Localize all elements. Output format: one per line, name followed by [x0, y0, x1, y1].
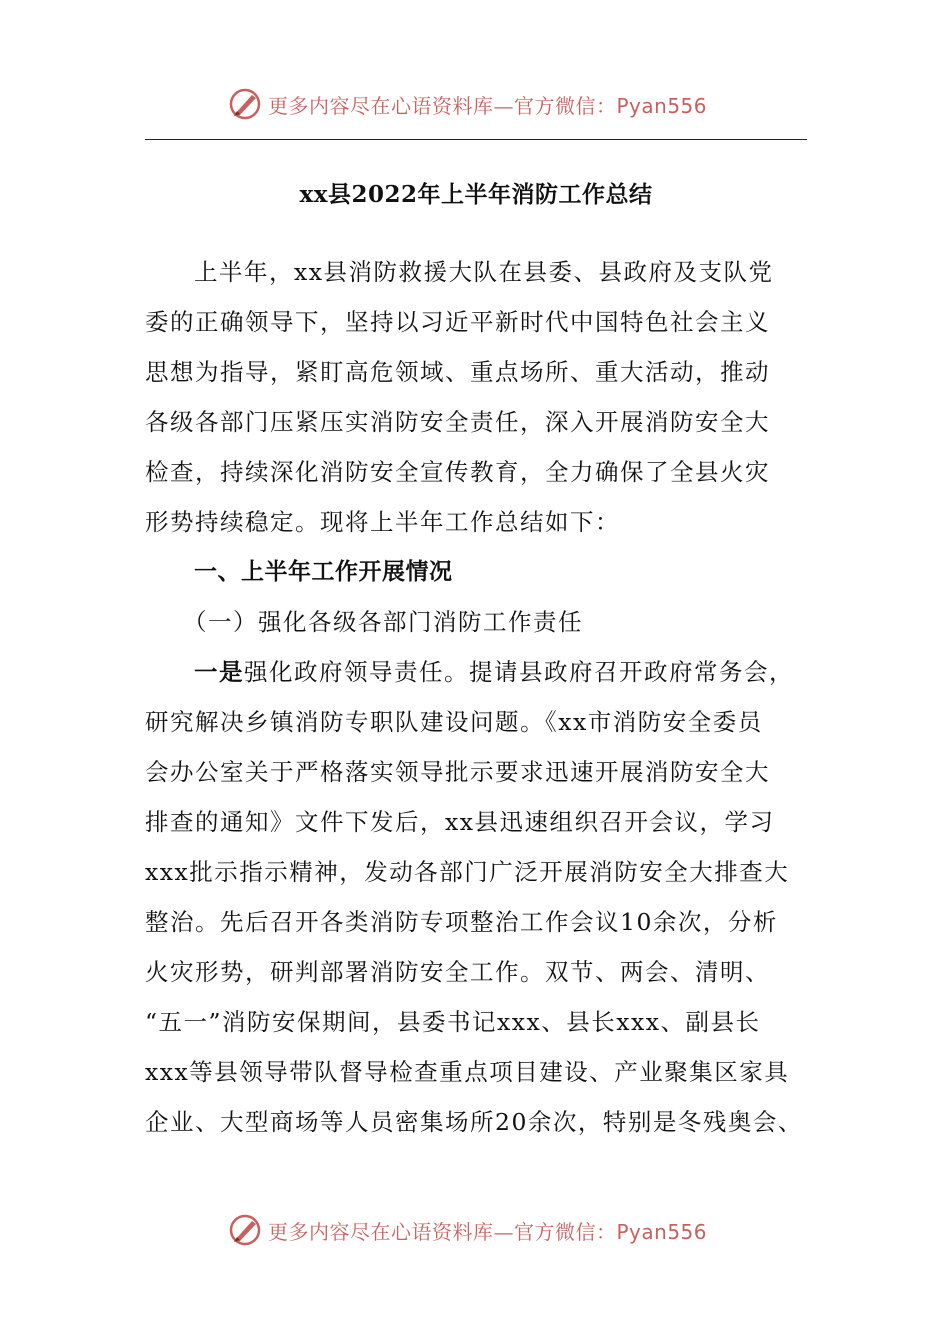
paragraph-line: xxx等县领导带队督导检查重点项目建设、产业聚集区家具 — [145, 1058, 790, 1086]
watermark-text — [268, 90, 707, 119]
watermark-text — [268, 1216, 707, 1245]
intro-line: 检查，持续深化消防安全宣传教育，全力确保了全县火灾 — [145, 458, 770, 486]
pen-circle-logo-icon — [228, 87, 262, 121]
intro-line: 委的正确领导下，坚持以习近平新时代中国特色社会主义 — [145, 308, 770, 336]
section-heading-1: 一、上半年工作开展情况 — [194, 559, 453, 585]
footer-watermark — [228, 1210, 748, 1250]
pen-circle-logo-icon — [228, 1213, 262, 1247]
paragraph-first-rest: 强化政府领导责任。提请县政府召开政府常务会， — [244, 658, 794, 686]
watermark-wechat-id: Pyan556 — [616, 1219, 708, 1244]
paragraph-line: 会办公室关于严格落实领导批示要求迅速开展消防安全大 — [145, 758, 770, 786]
paragraph-line: xxx批示指示精神，发动各部门广泛开展消防安全大排查大 — [145, 858, 790, 886]
header-rule — [145, 139, 807, 140]
header-watermark — [228, 84, 748, 124]
intro-line: 各级各部门压紧压实消防安全责任，深入开展消防安全大 — [145, 408, 770, 436]
paragraph-lead: 一是 — [194, 658, 244, 686]
watermark-wechat-id: Pyan556 — [616, 93, 708, 118]
intro-line: 思想为指导，紧盯高危领域、重点场所、重大活动，推动 — [145, 358, 770, 386]
paragraph-line: 排查的通知》文件下发后，xx县迅速组织召开会议，学习 — [145, 808, 775, 836]
paragraph-first-line — [145, 650, 807, 700]
paragraph-line: 火灾形势，研判部署消防安全工作。双节、两会、清明、 — [145, 958, 770, 986]
paragraph-line: 研究解决乡镇消防专职队建设问题。《xx市消防安全委员 — [145, 708, 763, 736]
intro-line: 上半年，xx县消防救援大队在县委、县政府及支队党 — [194, 258, 774, 286]
paragraph-line: “五一”消防安保期间，县委书记xxx、县长xxx、副县长 — [145, 1008, 761, 1036]
paragraph-line: 整治。先后召开各类消防专项整治工作会议10余次，分析 — [145, 908, 778, 936]
intro-line: 形势持续稳定。现将上半年工作总结如下： — [145, 508, 620, 536]
watermark-label: 更多内容尽在心语资料库—官方微信： — [268, 93, 617, 118]
watermark-label: 更多内容尽在心语资料库—官方微信： — [268, 1219, 617, 1244]
document-title: xx县2022年上半年消防工作总结 — [299, 181, 653, 208]
paragraph-line: 企业、大型商场等人员密集场所20余次，特别是冬残奥会、 — [145, 1108, 803, 1136]
section-heading-2: （一）强化各级各部门消防工作责任 — [183, 608, 583, 636]
document-body — [145, 250, 807, 1150]
